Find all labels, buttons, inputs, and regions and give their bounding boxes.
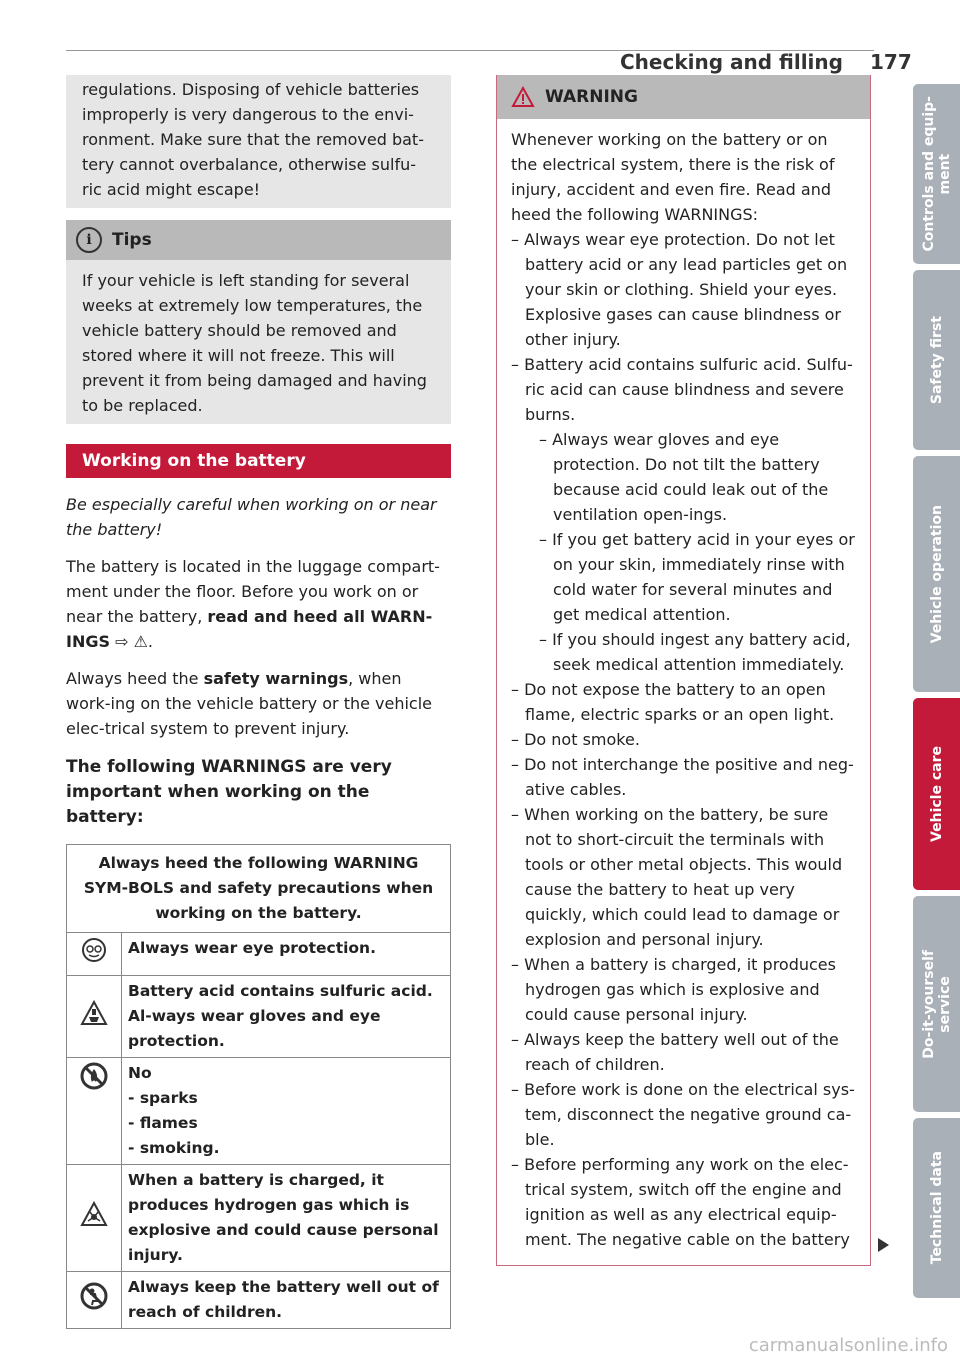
para2-text-c: , when work-ing on the vehicle battery or the vehicle elec-trical system to prevent injury. [66,669,433,738]
list-item: – When working on the battery, be sure not to short-circuit the terminals with tools or other metal objects. This would cause the battery to heat up very quickly, which could lead to damage or explosion and personal injury. [511,805,843,949]
intro-box-text: regulations. Disposing of vehicle batteries improperly is very dangerous to the envi-ronment. Make sure that the removed bat-tery cannot overbalance, otherwise sulfu-ric acid might escape! [82,80,424,199]
warning-intro: Whenever working on the battery or on the electrical system, there is the risk of injury, accident and even fire. Read and heed the following WARNINGS: [511,130,835,224]
section-title: Working on the battery [66,444,451,478]
table-row [67,976,451,1058]
para1-text: The battery is located in the luggage compart-ment under the floor. Before you work on or near the battery, [66,557,440,626]
eye-protection-icon [67,933,122,976]
list-item: – Always keep the battery well out of the reach of children. [511,1030,839,1074]
warning-header [497,75,870,119]
acid-warning-icon [67,976,122,1058]
warnings-heading: The following WARNINGS are very important when working on the battery: [66,757,392,827]
table-cell: Battery acid contains sulfuric acid. Al-ways wear gloves and eye protection. [122,976,451,1058]
table-cell: When a battery is charged, it produces hydrogen gas which is explosive and could cause personal injury. [122,1165,451,1272]
list-item: – Do not smoke. [511,730,640,749]
table-header: Always heed the following WARNING SYM-BOLS and safety precautions when working on the battery. [67,845,451,933]
tips-text: If your vehicle is left standing for several weeks at extremely low temperatures, the vehicle battery should be removed and stored where it will not freeze. This will prevent it from being damaged and having to be replaced. [82,271,427,415]
tips-box [66,260,451,424]
para2-text-a: Always heed the [66,669,204,688]
sub-list-item: – If you should ingest any battery acid, seek medical attention immediately. [539,630,851,674]
no-fire-icon [67,1058,122,1165]
table-cell: Always wear eye protection. [122,933,451,976]
tab-label: Vehicle care [928,746,945,842]
warning-heading: WARNING [545,87,638,107]
warning-symbols-table [66,844,451,1329]
warning-box [496,75,871,1266]
warning-triangle-icon [511,86,535,108]
page-number: 177 [870,50,912,74]
tab-label: Do-it-yourself service [920,949,953,1059]
tab-safety-first[interactable] [913,270,960,450]
list-item: – Before work is done on the electrical sys-tem, disconnect the negative ground ca-ble. [511,1080,855,1149]
list-item: – Battery acid contains sulfuric acid. Sulfu-ric acid can cause blindness and severe burns. [511,355,853,424]
tab-do-it-yourself-service[interactable] [913,896,960,1112]
no-fire-line: No [128,1064,152,1082]
no-fire-line: - smoking. [128,1139,220,1157]
table-row [67,1165,451,1272]
tab-vehicle-care[interactable] [913,698,960,890]
safety-warnings-paragraph [66,666,451,741]
sub-list-item: – Always wear gloves and eye protection. Do not tilt the battery because acid could leak out of the ventilation open-ings. [539,430,829,524]
para2-bold: safety warnings [203,669,349,688]
table-row [67,1058,451,1165]
list-item: – Do not expose the battery to an open flame, electric sparks or an open light. [511,680,835,724]
table-cell: Always keep the battery well out of reach of children. [122,1272,451,1329]
list-item: – Before performing any work on the elec-trical system, switch off the engine and ignition as well as any electrical equip-ment. The negative cable on the battery [511,1155,850,1249]
table-header-row [67,845,451,933]
footer-watermark: carmanualsonline.info [748,1335,948,1356]
keep-children-away-icon [67,1272,122,1329]
tab-label: Vehicle operation [928,504,945,644]
tab-label: Technical data [928,1151,945,1265]
battery-location-paragraph [66,554,451,654]
table-row [67,1272,451,1329]
no-fire-line: - sparks [128,1089,198,1107]
left-column [66,75,451,1329]
tab-controls-and-equipment[interactable] [913,84,960,264]
tips-header [66,220,451,260]
intro-box [66,75,451,208]
para1-warning-ref[interactable]: ⇨ ⚠. [110,632,154,651]
warning-body [497,119,870,1252]
explosive-gas-icon [67,1165,122,1272]
list-item: – Always wear eye protection. Do not let battery acid or any lead particles get on your skin or clothing. Shield your eyes. Explosive gases can cause blindness or other injury. [511,230,848,349]
tab-vehicle-operation[interactable] [913,456,960,692]
tab-technical-data[interactable] [913,1118,960,1298]
sub-list-item: – If you get battery acid in your eyes or on your skin, immediately rinse with cold water for several minutes and get medical attention. [539,530,855,624]
tips-heading: Tips [112,230,152,250]
table-row [67,933,451,976]
info-icon: i [76,227,102,253]
tab-label: Controls and equip- ment [920,96,953,252]
tab-label: Safety first [928,315,945,405]
continue-arrow-icon [878,1238,889,1252]
list-item: – When a battery is charged, it produces hydrogen gas which is explosive and could cause personal injury. [511,955,836,1024]
italic-intro: Be especially careful when working on or near the battery! [66,495,437,539]
table-cell [122,1058,451,1165]
list-item: – Do not interchange the positive and neg-ative cables. [511,755,854,799]
chapter-title: Checking and filling [620,50,843,74]
no-fire-line: - flames [128,1114,198,1132]
para1-bold: read and heed all WARN-INGS [66,607,433,651]
